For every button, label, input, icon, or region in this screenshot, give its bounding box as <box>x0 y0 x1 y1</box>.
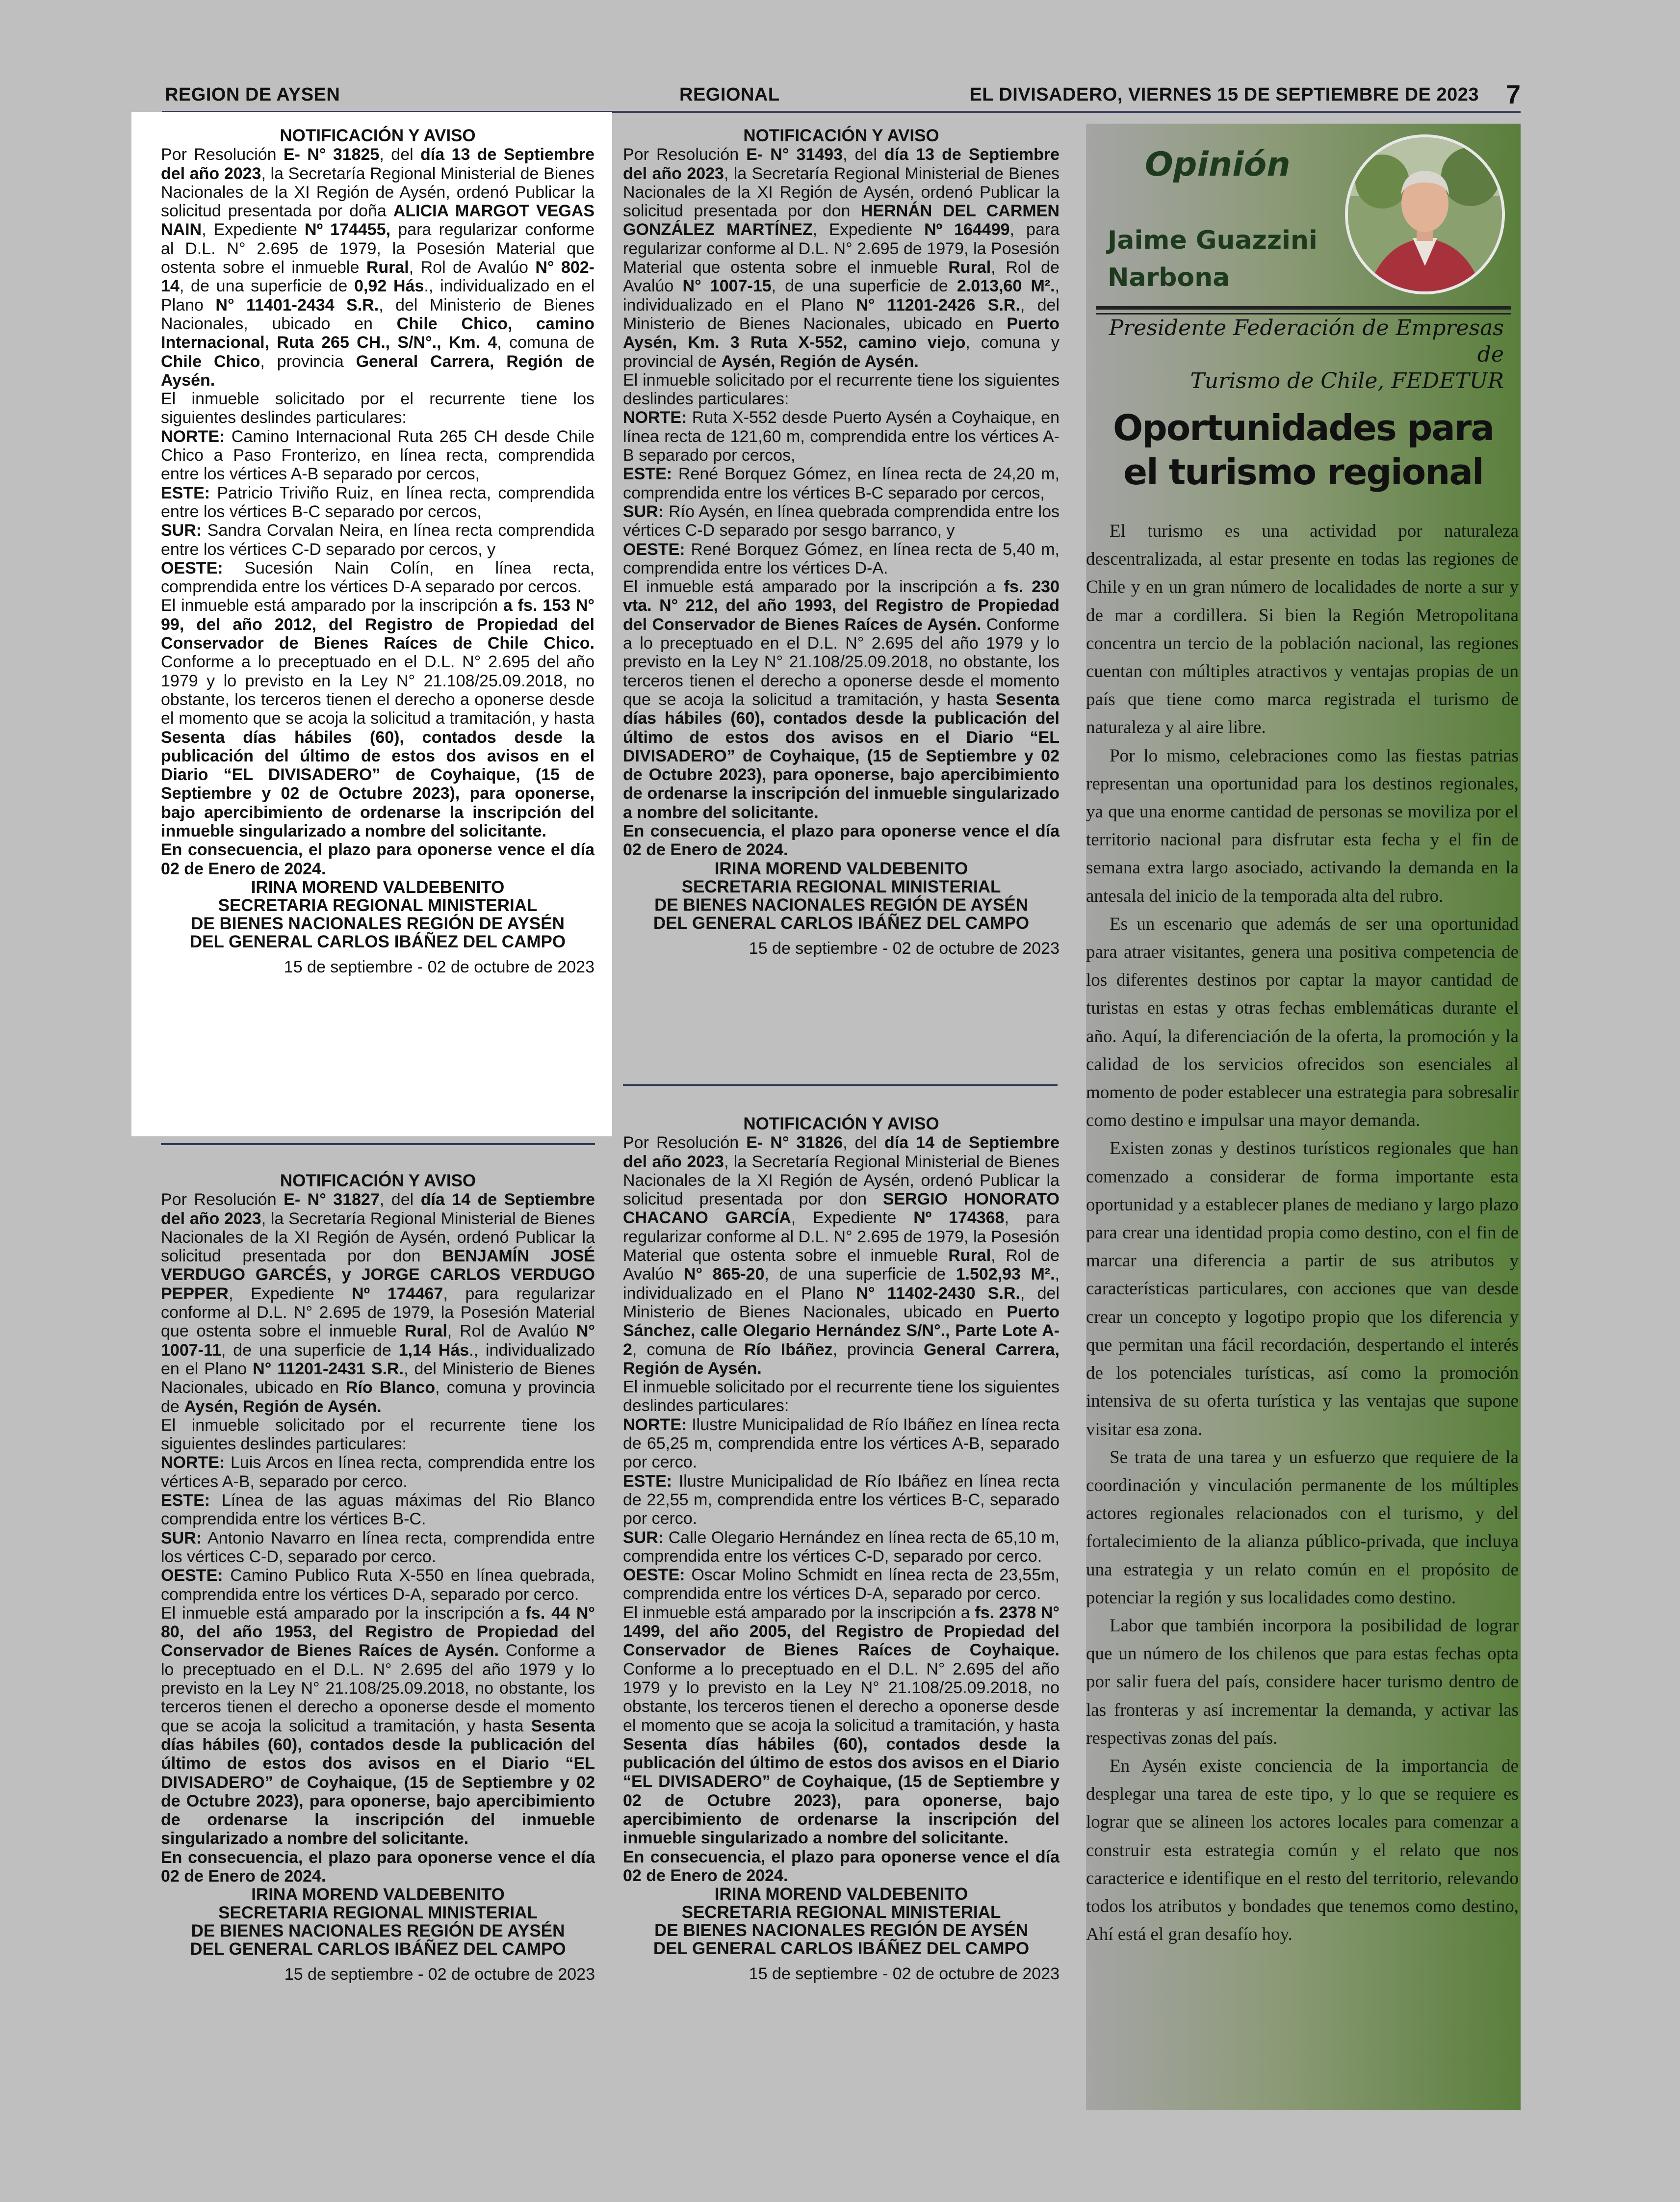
signature-line: DE BIENES NACIONALES REGIÓN DE AYSÉN <box>654 1921 1028 1940</box>
notice-title: NOTIFICACIÓN Y AVISO <box>743 1114 939 1133</box>
notice-highlight: HERNÁN DEL CARMEN GONZÁLEZ MARTÍNEZ <box>623 202 1060 239</box>
headline-line1: Oportunidades para <box>1113 407 1494 448</box>
notice-highlight: día 13 de Septiembre del año 2023 <box>161 145 594 183</box>
boundary-east-text: Patricio Triviño Ruiz, en línea recta, comprendida entre los vértices B-C separado por cercos, <box>161 483 594 521</box>
boundaries-intro: El inmueble solicitado por el recurrente tiene los siguientes deslindes particulares: <box>623 370 1060 409</box>
notice-highlight: BENJAMÍN JOSÉ VERDUGO GARCÉS, y JORGE CARLOS VERDUGO PEPPER <box>161 1247 595 1303</box>
notice-highlight: E- N° 31825 <box>283 145 380 164</box>
header-section: REGIONAL <box>679 84 780 105</box>
notice-highlight: fs. 44 N° 80, del año 1953, del Registro de Propiedad del Conservador de Bienes Raíces de Aysén. <box>161 1603 595 1660</box>
notice-resolution-paragraph <box>161 145 594 390</box>
opinion-paragraph: Se trata de una tarea y un esfuerzo que requiere de la coordinación y vinculación permanente de los múltiples actores regionales relacionados con el turismo, y del fortalecimiento de la alianza público-privada, que incluya una estrategia y un relato común en el propósito de potenciar la región y sus localidades como destino. <box>1086 1447 1519 1608</box>
notice-text: , Rol de Avalúo <box>623 258 1060 296</box>
notice-highlight: Sesenta días hábiles (60), contados desde la publicación del último de estos dos avisos en el Diario “EL DIVISADERO” de Coyhaique, (15 de Septiembre y 02 de Octubre 2023), para oponerse, bajo apercibimiento de ordenarse la inscripción del inmueble singularizado a nombre del solicitante. <box>623 1734 1060 1848</box>
notice-text: , la Secretaría Regional Ministerial de Bienes Nacionales de la XI Región de Aysén, ordenó Publicar la solicitud presentada por don <box>623 164 1060 221</box>
notice-3 <box>161 1172 595 1984</box>
deadline-text: En consecuencia, el plazo para oponerse vence el día 02 de Enero de 2024. <box>161 1848 595 1886</box>
boundary-west <box>623 1566 1060 1603</box>
publication-dates: 15 de septiembre - 02 de octubre de 2023 <box>749 1965 1060 1984</box>
boundary-north-label: NORTE: <box>623 1415 687 1434</box>
boundary-west-text: Sucesión Nain Colín, en línea recta, comprendida entre los vértices D-A separado por cercos. <box>161 558 594 597</box>
notice-resolution-paragraph <box>623 1133 1060 1378</box>
boundary-east <box>623 465 1060 502</box>
opinion-column <box>1086 124 1521 2110</box>
notice-4 <box>623 1115 1060 1983</box>
notice-text: ., individualizado en el Plano <box>161 277 594 315</box>
notice-highlight: Nº 174467 <box>352 1284 443 1303</box>
boundary-south-text: Calle Olegario Hernández en línea recta de 65,10 m, comprendida entre los vértices C-D, separado por cerco. <box>623 1528 1060 1566</box>
opinion-body <box>1086 517 1519 1948</box>
boundary-south <box>623 502 1060 540</box>
notice-highlight: Sesenta días hábiles (60), contados desde la publicación del último de estos dos avisos en el Diario “EL DIVISADERO” de Coyhaique, (15 de Septiembre y 02 de Octubre 2023), para oponerse, bajo apercibimiento de ordenarse la inscripción del inmueble singularizado a nombre del solicitante. <box>161 1716 595 1848</box>
notice-text: , para regularizar conforme al D.L. N° 2.695 de 1979, la Posesión Material que ostenta sobre el inmueble <box>623 220 1060 277</box>
notice-text: , comuna de <box>497 333 594 352</box>
notice-text: El inmueble está amparado por la inscripción a <box>623 577 1004 597</box>
notice-text: , comuna y provincial de <box>623 333 1060 371</box>
opinion-rule-thick <box>1096 306 1511 310</box>
deadline-text: En consecuencia, el plazo para oponerse vence el día 02 de Enero de 2024. <box>623 821 1060 860</box>
boundary-west-label: OESTE: <box>161 1566 223 1585</box>
notice-highlight: E- N° 31827 <box>284 1190 380 1209</box>
notice-text: , Expediente <box>228 1284 352 1303</box>
opinion-paragraph: En Aysén existe conciencia de la importancia de desplegar una tarea de este tipo, y lo que se requiere es lograr que se alineen los actores locales para comenzar a construir esta estrategia común y el relato que nos caracterice e identifique en el resto del territorio, relevando todos los atributos y bondades que tenemos como destino, Ahí está el gran desafío hoy. <box>1086 1756 1519 1945</box>
signature-name: IRINA MOREND VALDEBENITO <box>714 859 968 878</box>
boundary-east-text: Línea de las aguas máximas del Rio Blanco comprendida entre los vértices B-C. <box>161 1491 595 1529</box>
notice-text: , individualizado en el Plano <box>623 1265 1060 1303</box>
boundary-north-text: Luis Arcos en línea recta, comprendida entre los vértices A-B, separado por cerco. <box>161 1453 595 1491</box>
notice-highlight: 1.502,93 M². <box>956 1265 1055 1284</box>
notice-text: Conforme a lo preceptuado en el D.L. N° 2.695 del año 1979 y lo previsto en la Ley N° 21.108/25.09.2018, no obstante, los terceros tienen el derecho a oponerse desde el momento que se acoja la solicitud a tramitación, y hasta <box>623 1659 1060 1735</box>
notice-text: , del <box>843 145 885 164</box>
author-name-line1: Jaime Guazzini <box>1108 226 1318 255</box>
boundary-north <box>161 427 594 484</box>
notice-title: NOTIFICACIÓN Y AVISO <box>280 1171 476 1190</box>
notice-highlight: 2.013,60 M². <box>956 277 1055 296</box>
boundary-west-label: OESTE: <box>623 1566 685 1585</box>
notice-text: El inmueble está amparado por la inscripción a <box>623 1603 975 1622</box>
notice-highlight: Nº 174368 <box>913 1208 1005 1228</box>
notice-highlight: 1,14 Hás <box>398 1340 469 1360</box>
notice-text: , Rol de Avalúo <box>447 1322 576 1341</box>
notice-text: , provincia <box>832 1340 924 1359</box>
signature-line: DEL GENERAL CARLOS IBÁÑEZ DEL CAMPO <box>190 1940 566 1959</box>
notice-highlight: Sesenta días hábiles (60), contados desde la publicación del último de estos dos avisos en el Diario “EL DIVISADERO” de Coyhaique, (15 de Septiembre y 02 de Octubre 2023), para oponerse, bajo apercibimiento de ordenarse la inscripción del inmueble singularizado a nombre del solicitante. <box>161 728 594 840</box>
notice-text: ., individualizado en el Plano <box>161 1340 595 1378</box>
notice-highlight: día 14 de Septiembre del año 2023 <box>623 1133 1060 1171</box>
boundary-north <box>623 408 1060 465</box>
boundary-north-label: NORTE: <box>623 408 687 427</box>
boundary-south <box>161 1529 595 1567</box>
author-portrait-icon <box>1348 137 1502 291</box>
boundary-south-label: SUR: <box>623 1528 664 1547</box>
boundary-south-text: Sandra Corvalan Neira, en línea recta comprendida entre los vértices C-D separado por cercos, y <box>161 521 594 559</box>
notice-highlight: Sesenta días hábiles (60), contados desde la publicación del último de estos dos avisos en el Diario “EL DIVISADERO” de Coyhaique, (15 de Septiembre y 02 de Octubre 2023), para oponerse, bajo apercibimiento de ordenarse la inscripción del inmueble singularizado a nombre del solicitante. <box>623 690 1060 822</box>
boundary-north-text: Ilustre Municipalidad de Río Ibáñez en línea recta de 65,25 m, comprendida entre los vértices A-B, separado por cerco. <box>623 1415 1060 1472</box>
author-role <box>1086 315 1504 394</box>
opinion-section-label: Opinión <box>1145 145 1291 184</box>
headline-line2: el turismo regional <box>1123 451 1483 493</box>
notice-highlight: Rural <box>366 258 409 277</box>
boundary-west <box>161 1566 595 1604</box>
signature-name: IRINA MOREND VALDEBENITO <box>251 877 505 897</box>
notice-highlight: Rural <box>948 1246 991 1265</box>
notice-highlight: N° 11201-2426 S.R. <box>856 295 1020 315</box>
inscription-paragraph <box>623 577 1060 822</box>
notice-2 <box>623 127 1060 958</box>
publication-dates: 15 de septiembre - 02 de octubre de 2023 <box>284 957 594 976</box>
column-divider-middle <box>623 1084 1058 1086</box>
boundary-north-label: NORTE: <box>161 427 225 446</box>
notice-highlight: N° 11402-2430 S.R. <box>856 1284 1020 1303</box>
boundary-east-text: René Borquez Gómez, en línea recta de 24,20 m, comprendida entre los vértices B-C separado por cercos, <box>623 465 1060 502</box>
notice-text: , del <box>843 1133 885 1153</box>
boundaries-intro: El inmueble solicitado por el recurrente tiene los siguientes deslindes particulares: <box>161 390 594 427</box>
notice-text: , del <box>379 145 421 164</box>
notice-text: , del Ministerio de Bienes Nacionales, ubicado en <box>623 295 1060 333</box>
publication-dates: 15 de septiembre - 02 de octubre de 2023 <box>284 1965 595 1984</box>
notice-text: , comuna y provincia de <box>161 1378 595 1416</box>
notice-text: , del Ministerio de Bienes Nacionales, ubicado en <box>623 1284 1060 1321</box>
notice-text: , comuna de <box>632 1340 745 1359</box>
notice-highlight: Puerto Sánchez, calle Olegario Hernández S/N°., Parte Lote A-2 <box>623 1302 1060 1359</box>
boundary-west-text: Oscar Molino Schmidt en línea recta de 23,55m, comprendida entre los vértices D-A, separado por cerco. <box>623 1566 1060 1603</box>
opinion-paragraph: El turismo es una actividad por naturaleza descentralizada, al estar presente en todas las regiones de Chile y en un gran número de localidades de norte a sur y de mar a cordillera. Si bien la Región Metropolitana concentra un tercio de la población nacional, las regiones cuentan con múltiples atractivos y ventajas propias de un país que tiene como marca registrada el turismo de naturaleza y al aire libre. <box>1086 521 1519 738</box>
notice-text: , la Secretaría Regional Ministerial de Bienes Nacionales de la XI Región de Aysén, ordenó Publicar la solicitud presentada por don <box>623 1152 1060 1209</box>
boundary-south <box>623 1528 1060 1566</box>
deadline-paragraph <box>161 1848 595 1886</box>
notice-highlight: N° 11401-2434 S.R. <box>215 295 379 315</box>
boundary-east-label: ESTE: <box>161 483 210 502</box>
signature-line: SECRETARIA REGIONAL MINISTERIAL <box>218 895 538 915</box>
boundary-south-label: SUR: <box>623 502 664 521</box>
author-photo <box>1345 134 1505 294</box>
boundary-north <box>623 1416 1060 1472</box>
notice-text: , Rol de Avalúo <box>409 258 536 277</box>
notice-highlight: Rural <box>404 1322 447 1341</box>
author-role-line2: Turismo de Chile, FEDETUR <box>1190 368 1504 393</box>
notice-text: , de una superficie de <box>221 1340 399 1360</box>
page-number: 7 <box>1505 80 1521 109</box>
boundary-east <box>161 1491 595 1529</box>
notice-text: Conforme a lo preceptuado en el D.L. N° 2.695 del año 1979 y lo previsto en la Ley N° 21.108/25.09.2018, no obstante, los terceros tienen el derecho a oponerse desde el momento que se acoja la solicitud a tramitación, y hasta <box>161 653 594 728</box>
notice-text: , individualizado en el Plano <box>623 277 1060 315</box>
author-role-line1: Presidente Federación de Empresas de <box>1109 315 1504 367</box>
signature-name: IRINA MOREND VALDEBENITO <box>714 1885 968 1904</box>
signature-line: DEL GENERAL CARLOS IBÁÑEZ DEL CAMPO <box>189 932 566 951</box>
inscription-paragraph <box>623 1603 1060 1848</box>
signature-line: SECRETARIA REGIONAL MINISTERIAL <box>681 1903 1001 1922</box>
notice-text: , de una superficie de <box>179 277 355 296</box>
boundary-west <box>161 559 594 597</box>
boundary-east-label: ESTE: <box>161 1491 210 1510</box>
header-region: REGION DE AYSEN <box>165 84 340 105</box>
notice-highlight: Río Blanco <box>345 1378 436 1397</box>
notice-text: , del <box>379 1190 421 1209</box>
boundary-west <box>623 540 1060 578</box>
notice-highlight: Nº 164499 <box>924 220 1010 239</box>
notice-text: , Expediente <box>812 220 925 239</box>
notice-highlight: a fs. 153 N° 99, del año 2012, del Registro de Propiedad del Conservador de Bienes Raíces de Chile Chico. <box>161 596 594 653</box>
boundary-east <box>623 1472 1060 1528</box>
notice-text: , de una superficie de <box>764 1265 956 1284</box>
notice-highlight: N° 865-20 <box>683 1265 765 1284</box>
boundary-east-text: Ilustre Municipalidad de Río Ibáñez en línea recta de 22,55 m, comprendida entre los vértices B-C, separado por cerco. <box>623 1471 1060 1528</box>
boundary-south <box>161 521 594 559</box>
boundary-west-label: OESTE: <box>623 540 685 559</box>
inscription-paragraph <box>161 1604 595 1848</box>
opinion-paragraph: Por lo mismo, celebraciones como las fiestas patrias representan una oportunidad para los destinos regionales, ya que una enorme cantidad de personas se moviliza por el territorio nacional para disfrutar esta fecha y el fin de semana extra largo asociado, activando la demanda en la antesala del inicio de la temporada alta del rubro. <box>1086 745 1519 906</box>
notice-text: , para regularizar conforme al D.L. N° 2.695 de 1979, la Posesión Material que ostenta sobre el inmueble <box>161 1284 595 1341</box>
boundary-south-label: SUR: <box>161 521 202 540</box>
notice-text: , Expediente <box>791 1208 914 1228</box>
opinion-headline <box>1086 406 1521 494</box>
opinion-paragraph: Es un escenario que además de ser una oportunidad para atraer visitantes, genera una positiva competencia de los diferentes destinos por captar la mayor cantidad de turistas en estas y otras fechas emblemáticas durante el año. Aquí, la diferenciación de la oferta, la promoción y la calidad de los servicios ofrecidos son esenciales al momento de poder establecer una estrategia para sobresalir como destino e impulsar una mayor demanda. <box>1086 914 1519 1131</box>
notice-text: , del Ministerio de Bienes Nacionales, ubicado en <box>161 1359 595 1397</box>
notice-text: , la Secretaría Regional Ministerial de Bienes Nacionales de la XI Región de Aysén, ordenó Publicar la solicitud presentada por doña <box>161 164 594 221</box>
notice-highlight: SERGIO HONORATO CHACANO GARCÍA <box>623 1190 1060 1228</box>
notice-text: para regularizar conforme al D.L. N° 2.695 de 1979, la Posesión Material que ostenta sobre el inmueble <box>161 220 594 277</box>
notice-highlight: ALICIA MARGOT VEGAS NAIN <box>161 202 595 239</box>
deadline-paragraph <box>623 1848 1060 1886</box>
boundary-west-text: Camino Publico Ruta X-550 en línea quebrada, comprendida entre los vértices D-A, separado por cerco. <box>161 1566 595 1604</box>
boundary-west-label: OESTE: <box>161 558 223 577</box>
boundary-north-text: Ruta X-552 desde Puerto Aysén a Coyhaique, en línea recta de 121,60 m, comprendida entre los vértices A-B separado por cercos, <box>623 408 1060 465</box>
signature-line: SECRETARIA REGIONAL MINISTERIAL <box>218 1903 538 1923</box>
inscription-paragraph <box>161 596 594 840</box>
author-name <box>1108 222 1318 296</box>
signature-name: IRINA MOREND VALDEBENITO <box>251 1885 505 1905</box>
notice-highlight: fs. 2378 N° 1499, del año 2005, del Registro de Propiedad del Conservador de Bienes Raíces de Coyhaique. <box>623 1603 1060 1660</box>
boundaries-intro: El inmueble solicitado por el recurrente tiene los siguientes deslindes particulares: <box>623 1378 1060 1416</box>
notice-highlight: N° 1007-11 <box>161 1322 595 1360</box>
notice-title: NOTIFICACIÓN Y AVISO <box>280 126 476 145</box>
signature-line: DE BIENES NACIONALES REGIÓN DE AYSÉN <box>191 914 565 933</box>
notice-highlight: fs. 230 vta. N° 212, del año 1993, del Registro de Propiedad del Conservador de Bienes Raíces de Aysén. <box>623 577 1060 634</box>
deadline-text: En consecuencia, el plazo para oponerse vence el día 02 de Enero de 2024. <box>161 840 594 878</box>
notice-1 <box>131 112 612 1136</box>
boundary-east-label: ESTE: <box>623 465 672 484</box>
notice-highlight: Chile Chico, camino Internacional, Ruta 265 CH., S/N°., Km. 4 <box>161 314 594 352</box>
notice-highlight: día 13 de Septiembre del año 2023 <box>623 145 1060 183</box>
boundary-east-label: ESTE: <box>623 1471 672 1491</box>
notice-text: Por Resolución <box>161 1190 284 1209</box>
boundaries-intro: El inmueble solicitado por el recurrente tiene los siguientes deslindes particulares: <box>161 1416 595 1454</box>
page-header <box>162 80 1521 111</box>
boundary-north <box>161 1453 595 1491</box>
signature-line: SECRETARIA REGIONAL MINISTERIAL <box>681 877 1001 896</box>
notice-highlight: Chile Chico <box>161 352 260 371</box>
notice-text: Por Resolución <box>623 1133 747 1153</box>
author-name-line2: Narbona <box>1108 263 1230 292</box>
publication-dates: 15 de septiembre - 02 de octubre de 2023 <box>749 939 1060 958</box>
notice-text: Conforme a lo preceptuado en el D.L. N° 2.695 del año 1979 y lo previsto en la Ley N° 21.108/25.09.2018, no obstante, los terceros tienen el derecho a oponerse desde el momento que se acoja la solicitud a tramitación, y hasta <box>161 1641 595 1735</box>
deadline-paragraph <box>161 840 594 878</box>
header-paper-date: EL DIVISADERO, VIERNES 15 DE SEPTIEMBRE DE 2023 <box>969 84 1479 105</box>
boundary-north-text: Camino Internacional Ruta 265 CH desde Chile Chico a Paso Fronterizo, en línea recta, comprendida entre los vértices A-B separado por cercos, <box>161 427 594 484</box>
notice-text: , Expediente <box>202 220 305 239</box>
signature-line: DE BIENES NACIONALES REGIÓN DE AYSÉN <box>191 1921 565 1941</box>
notice-text: , para regularizar conforme al D.L. N° 2.695 de 1979, la Posesión Material que ostenta sobre el inmueble <box>623 1208 1060 1265</box>
notice-highlight: N° 802-14 <box>161 258 594 296</box>
notice-highlight: Rural <box>948 258 991 277</box>
boundary-west-text: René Borquez Gómez, en línea recta de 5,40 m, comprendida entre los vértices D-A. <box>623 540 1060 577</box>
notice-highlight: E- N° 31493 <box>746 145 843 164</box>
notice-text: , de una superficie de <box>771 277 957 296</box>
notice-highlight: N° 11201-2431 S.R. <box>253 1359 404 1378</box>
signature-line: DE BIENES NACIONALES REGIÓN DE AYSÉN <box>654 895 1028 915</box>
notice-highlight: Nº 174455, <box>305 220 391 239</box>
notice-resolution-paragraph <box>161 1190 595 1416</box>
notice-highlight: Aysén, Región de Aysén. <box>184 1397 382 1416</box>
opinion-paragraph: Labor que también incorpora la posibilidad de lograr que un número de los chilenos que para estas fechas opta por salir fuera del país, considere hacer turismo dentro de las fronteras y así incrementar la demanda, y activar las respectivas zonas del país. <box>1086 1615 1519 1748</box>
deadline-text: En consecuencia, el plazo para oponerse vence el día 02 de Enero de 2024. <box>623 1847 1060 1885</box>
notice-text: Por Resolución <box>623 145 747 164</box>
notice-highlight: día 14 de Septiembre del año 2023 <box>161 1190 595 1228</box>
signature-line: DEL GENERAL CARLOS IBÁÑEZ DEL CAMPO <box>653 1939 1030 1959</box>
boundary-east <box>161 484 594 522</box>
notice-highlight: General Carrera, Región de Aysén. <box>161 352 594 390</box>
boundary-north-label: NORTE: <box>161 1453 225 1472</box>
deadline-paragraph <box>623 822 1060 860</box>
boundary-south-text: Antonio Navarro en línea recta, comprendida entre los vértices C-D, separado por cerco. <box>161 1528 595 1566</box>
boundary-south-text: Río Aysén, en línea quebrada comprendida entre los vértices C-D separado por sesgo barranco, y <box>623 502 1060 540</box>
notice-text: Por Resolución <box>161 145 284 164</box>
notice-title: NOTIFICACIÓN Y AVISO <box>743 126 939 145</box>
notice-text: El inmueble está amparado por la inscripción a <box>161 1603 526 1623</box>
notice-highlight: N° 1007-15 <box>682 277 772 296</box>
notice-text: , la Secretaría Regional Ministerial de Bienes Nacionales de la XI Región de Aysén, ordenó Publicar la solicitud presentada por don <box>161 1209 595 1266</box>
boundary-south-label: SUR: <box>161 1528 202 1547</box>
notice-text: Conforme a lo preceptuado en el D.L. N° 2.695 del año 1979 y lo previsto en la Ley N° 21.108/25.09.2018, no obstante, los terceros tienen el derecho a oponerse desde el momento que se acoja la solicitud a tramitación, y hasta <box>623 615 1060 709</box>
notice-resolution-paragraph <box>623 145 1060 371</box>
notice-highlight: Río Ibáñez <box>744 1340 833 1359</box>
opinion-rule-thin <box>1096 313 1511 315</box>
notice-text: , del Ministerio de Bienes Nacionales, ubicado en <box>161 295 595 333</box>
notice-highlight: Aysén, Región de Aysén. <box>721 352 919 371</box>
opinion-paragraph: Existen zonas y destinos turísticos regionales que han comenzado a considerar de forma importante esta oportunidad y a establecer planes de mediano y largo plazo para crear una identidad propia como destino, con el fin de marcar una diferencia a partir de sus atributos y características particulares, con acciones que van desde crear un concepto y logotipo propio que los diferencia y que permitan una fácil recordación, despertando el interés de los potenciales turísticas, así como la promoción intensiva de su oferta turística y las ventajas que supone visitar esa zona. <box>1086 1138 1519 1440</box>
notice-text: , provincia <box>260 352 356 371</box>
column-divider-left <box>161 1143 595 1145</box>
notice-text: , Rol de Avalúo <box>623 1246 1060 1284</box>
signature-line: DEL GENERAL CARLOS IBÁÑEZ DEL CAMPO <box>653 913 1030 933</box>
notice-text: El inmueble está amparado por la inscripción <box>161 596 503 615</box>
notice-highlight: General Carrera, Región de Aysén. <box>623 1340 1060 1378</box>
notice-highlight: E- N° 31826 <box>746 1133 843 1153</box>
notice-highlight: 0,92 Hás <box>354 277 424 296</box>
notice-highlight: Puerto Aysén, Km. 3 Ruta X-552, camino viejo <box>623 314 1060 352</box>
